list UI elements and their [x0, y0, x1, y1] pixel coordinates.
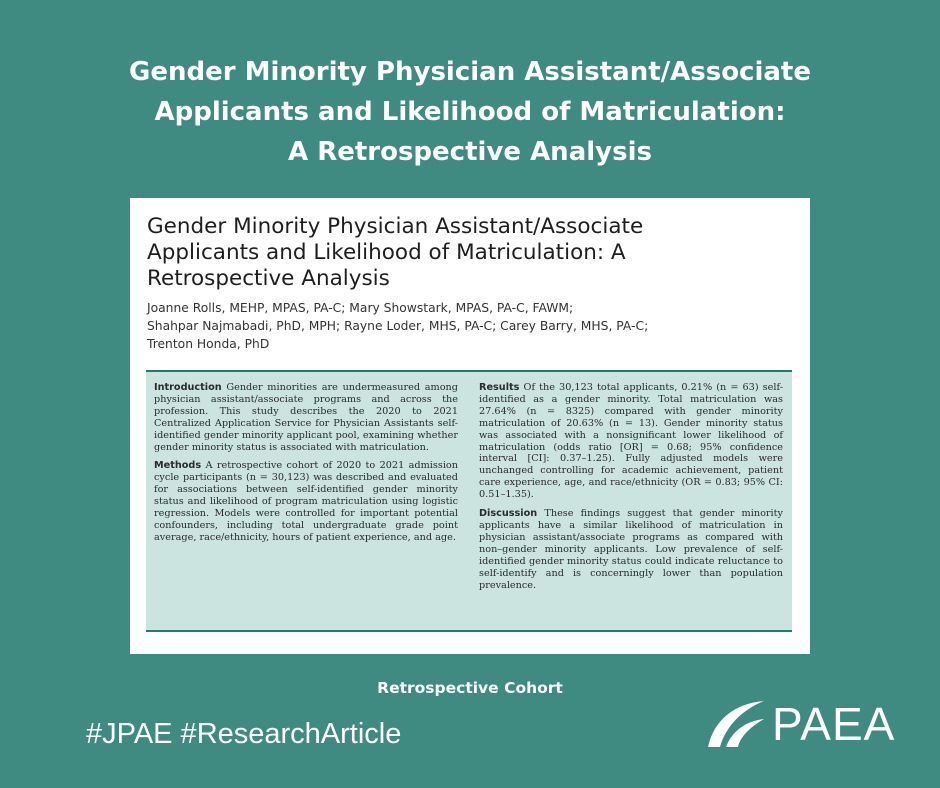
article-authors	[147, 299, 797, 353]
results-label: Results	[479, 382, 520, 393]
methods-text: A retrospective cohort of 2020 to 2021 admission cycle participants (n = 30,123) was described and evaluated for associations between self-identified gender minority status and likelihood of program matriculation using logistic regression. Models were controlled for important potential confounders, including total undergraduate grade point average, race/ethnicity, hours of patient experience, and age.	[154, 460, 458, 543]
headline-line: Gender Minority Physician Assistant/Associate	[129, 57, 811, 87]
abstract-left-column	[154, 382, 458, 551]
article-title-line: Retrospective Analysis	[147, 266, 390, 291]
author-line: Joanne Rolls, MEHP, MPAS, PA-C; Mary Showstark, MPAS, PA-C, FAWM;	[147, 301, 574, 315]
paea-logo	[706, 697, 906, 751]
abstract-results	[479, 382, 783, 501]
abstract-introduction	[154, 382, 458, 453]
abstract-discussion	[479, 508, 783, 591]
discussion-text: These findings suggest that gender minority applicants have a similar likelihood of matriculation in physician assistant/associate programs as compared with non–gender minority applicants. Low prevalence of self-identified gender minority status could indicate reluctance to self-identify and is concerningly lower than population prevalence.	[479, 508, 783, 591]
abstract-methods	[154, 460, 458, 543]
methods-label: Methods	[154, 460, 202, 472]
article-title	[147, 214, 797, 292]
article-preview	[130, 198, 810, 654]
article-title-line: Applicants and Likelihood of Matriculation: A	[147, 240, 626, 265]
results-text: Of the 30,123 total applicants, 0.21% (n = 63) self-identified as a gender minority. Total matriculation was 27.64% (n = 8325) compared with gender minority matriculation of 20.63% (n = 13). Gender minority status was associated with a nonsignificant lower likelihood of matriculation (odds ratio [OR] = 0.68; 95% confidence interval [CI]: 0.37–1.25). Fully adjusted models were unchanged controlling for academic achievement, patient care experience, age, and race/ethnicity (OR = 0.83; 95% CI: 0.51–1.35).	[479, 382, 783, 501]
headline	[60, 52, 880, 172]
author-line: Trenton Honda, PhD	[147, 337, 270, 351]
discussion-label: Discussion	[479, 508, 538, 520]
headline-line: A Retrospective Analysis	[288, 137, 652, 167]
introduction-text: Gender minorities are undermeasured among physician assistant/associate programs and across the profession. This study describes the 2020 to 2021 Centralized Application Service for Physician Assistants self-identified gender minority applicant pool, examining whether gender minority status is associated with matriculation.	[154, 382, 458, 453]
study-type-label: Retrospective Cohort	[377, 679, 563, 697]
introduction-label: Introduction	[154, 382, 222, 393]
paea-wing-icon	[706, 697, 766, 751]
author-line: Shahpar Najmabadi, PhD, MPH; Rayne Loder, MHS, PA-C; Carey Barry, MHS, PA-C;	[147, 319, 649, 333]
abstract-box	[146, 370, 792, 632]
hashtags: #JPAE #ResearchArticle	[86, 718, 402, 750]
paea-logo-text: PAEA	[772, 698, 896, 750]
headline-line: Applicants and Likelihood of Matriculation:	[154, 97, 786, 127]
article-title-line: Gender Minority Physician Assistant/Associate	[147, 214, 644, 239]
abstract-right-column	[479, 382, 783, 598]
